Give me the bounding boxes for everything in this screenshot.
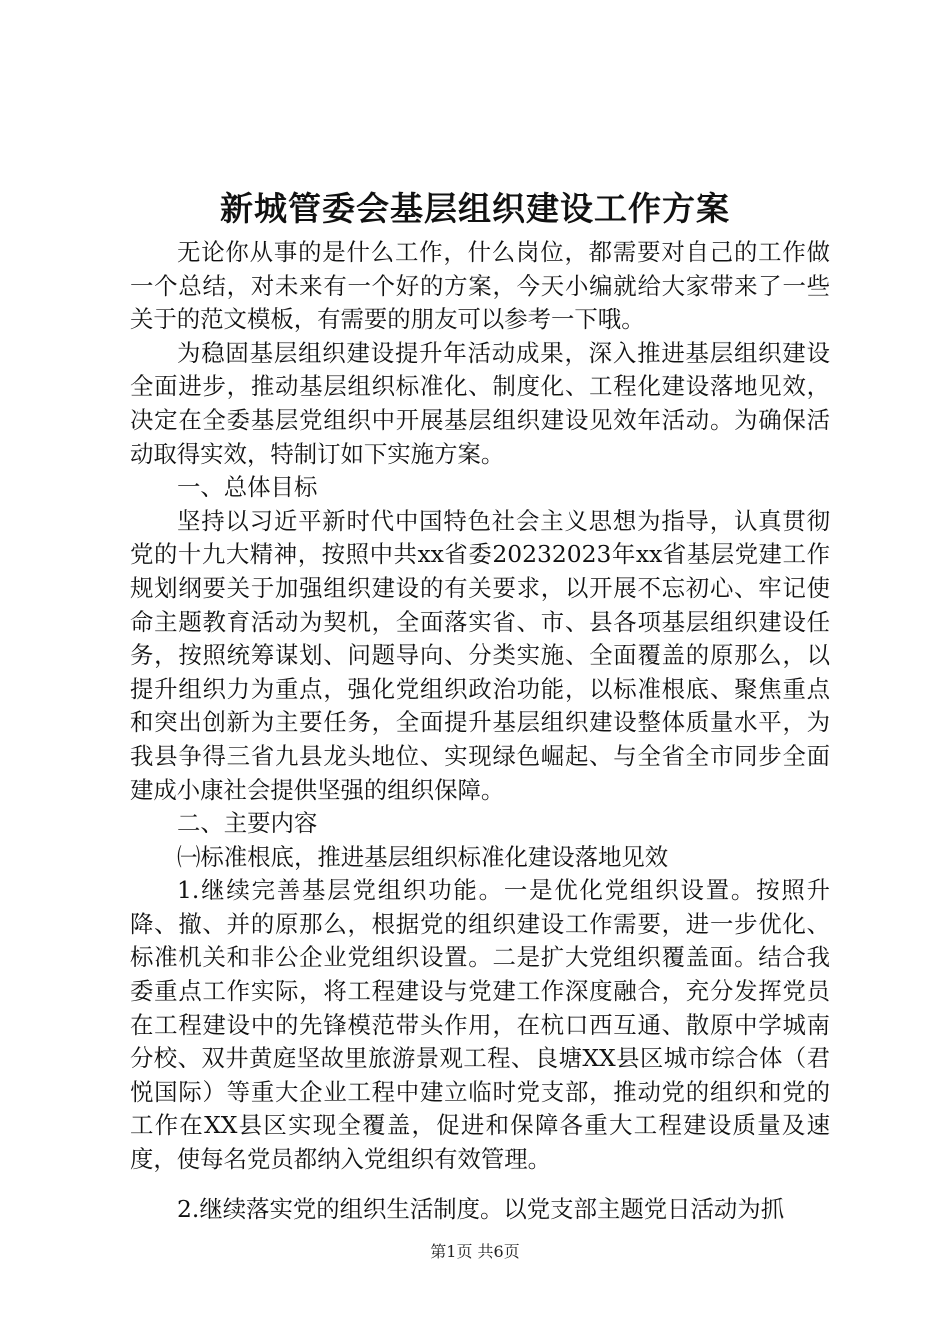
section-heading-main-content: 二、主要内容 xyxy=(177,809,318,838)
subsection-heading-standardization: ㈠标准根底，推进基层组织标准化建设落地见效 xyxy=(177,842,669,871)
document-title: 新城管委会基层组织建设工作方案 xyxy=(220,189,730,228)
item-2-paragraph: 2.继续落实党的组织生活制度。以党支部主题党日活动为抓 xyxy=(177,1194,785,1223)
document-body xyxy=(130,236,830,1226)
intro-paragraph: 无论你从事的是什么工作，什么岗位，都需要对自己的工作做一个总结，对未来有一个好的方案，今天小编就给大家带来了一些关于的范文模板，有需要的朋友可以参考一下哦。 xyxy=(130,238,830,334)
item-1-paragraph: 1.继续完善基层党组织功能。一是优化党组织设置。按照升降、撤、并的原那么，根据党的组织建设工作需要，进一步优化、标准机关和非公企业党组织设置。二是扩大党组织覆盖面。结合我委重点工作实际，将工程建设与党建工作深度融合，充分发挥党员在工程建设中的先锋模范带头作用，在杭口西互通、散原中学城南分校、双井黄庭坚故里旅游景观工程、良塘XX县区城市综合体（君悦国际）等重大企业工程中建立临时党支部，推动党的组织和党的工作在XX县区实现全覆盖，促进和保障各重大工程建设质量及速度，使每名党员都纳入党组织有效管理。 xyxy=(130,876,830,1174)
purpose-paragraph: 为稳固基层组织建设提升年活动成果，深入推进基层组织建设全面进步，推动基层组织标准化、制度化、工程化建设落地见效，决定在全委基层党组织中开展基层组织建设见效年活动。为确保活动取得实效，特制订如下实施方案。 xyxy=(130,338,830,468)
overall-goal-paragraph: 坚持以习近平新时代中国特色社会主义思想为指导，认真贯彻党的十九大精神，按照中共xx省委20232023年xx省基层党建工作规划纲要关于加强组织建设的有关要求，以开展不忘初心、牢记使命主题教育活动为契机，全面落实省、市、县各项基层组织建设任务，按照统筹谋划、问题导向、分类实施、全面覆盖的原那么，以提升组织力为重点，强化党组织政治功能，以标准根底、聚焦重点和突出创新为主要任务，全面提升基层组织建设整体质量水平，为我县争得三省九县龙头地位、实现绿色崛起、与全省全市同步全面建成小康社会提供坚强的组织保障。 xyxy=(130,506,830,804)
section-heading-overall-goal: 一、总体目标 xyxy=(177,473,318,502)
page-number-footer: 第1页 共6页 xyxy=(430,1242,520,1261)
